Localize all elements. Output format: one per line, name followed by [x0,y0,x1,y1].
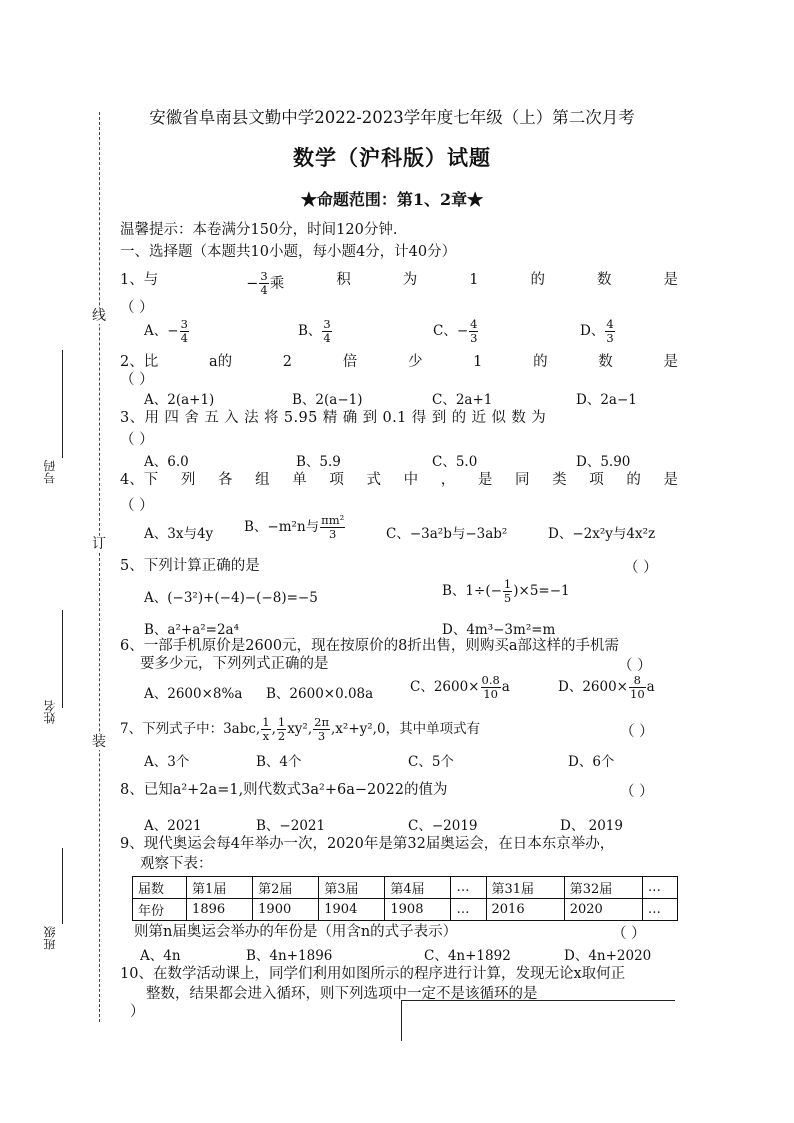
class-blank-line [62,848,63,924]
q4-option-d[interactable]: D、−2x²y与4x²z [548,526,656,542]
name-blank-line [62,610,63,708]
q6-option-d[interactable]: D、2600× $\frac{8}{10}$ a [558,673,655,701]
q7-option-b[interactable]: B、4个 [256,754,302,770]
tip-line: 温馨提示：本卷满分150分，时间120分钟. [120,222,398,238]
q8-stem: 8、已知a²+2a=1,则代数式3a²+6a−2022的值为 [120,782,448,798]
q5-option-a[interactable]: A、(−3²)+(−4)−(−8)=−5 [144,590,318,606]
q9-stem-line3: 则第n届奥运会举办的年份是（用含n的式子表示） [134,924,458,940]
q1-pre: 1、与 [120,272,159,288]
table-cell: 1896 [187,899,253,921]
q10-stem-line2: 整数，结果都会进入循环，则下列选项中一定不是该循环的是 [146,986,538,1002]
q4-stem: 4、下 列 各 组 单 项 式 中 ， 是 同 类 项 的 是 [120,472,678,488]
q4-answer-paren[interactable]: （ ） [120,498,154,514]
q1-stem: 1、与 − $\frac{3}{4}$ 乘 积 为 1 的 数 是 [120,269,678,297]
table-cell: … [642,899,677,921]
binding-dashed-line [99,112,100,1022]
q9-option-a[interactable]: A、4n [140,948,181,964]
q4-option-b[interactable]: B、−m²n与 $\frac{\text{πm²}}{3}$ [244,513,345,541]
q8-option-d[interactable]: D、 2019 [560,818,623,834]
number-blank-line [62,350,63,458]
table-cell: 1904 [319,899,385,921]
q1-answer-paren[interactable]: （ ） [120,300,154,316]
q3-option-b[interactable]: B、5.9 [296,454,341,470]
number-label: 号码 [43,460,57,484]
q6-stem-line1: 6、一部手机原价是2600元，现在按原价的8折出售，则购买a部这样的手机需 [120,638,619,654]
table-cell: 年份 [133,899,187,921]
q2-option-b[interactable]: B、2(a−1) [292,392,363,408]
program-diagram-frame [401,1000,675,1041]
q8-option-a[interactable]: A、2021 [144,818,202,834]
q5-stem: 5、下列计算正确的是 [120,558,260,574]
olympics-table [132,876,678,921]
q8-option-b[interactable]: B、−2021 [256,818,326,834]
bind-char-zhuang: 装 [92,734,106,750]
q3-option-a[interactable]: A、6.0 [144,454,189,470]
q6-option-b[interactable]: B、2600×0.08a [266,686,374,702]
q6-option-c[interactable]: C、2600× $\frac{0.8}{10}$ a [410,673,510,701]
q4-option-a[interactable]: A、3x与4y [144,526,214,542]
table-cell: … [642,877,677,899]
bind-char-ding: 订 [92,536,106,552]
q6-answer-paren[interactable]: （ ） [618,658,652,674]
table-cell: 2020 [564,899,642,921]
q5-option-b[interactable]: B、1÷(− $\frac{1}{5}$ )×5=−1 [442,577,570,605]
q8-option-c[interactable]: C、−2019 [408,818,478,834]
q7-option-c[interactable]: C、5个 [408,754,454,770]
table-cell: 第31届 [486,877,564,899]
q1-option-b[interactable]: B、 $\frac{3}{4}$ [298,317,331,345]
table-cell: … [451,877,486,899]
q8-answer-paren[interactable]: （ ） [620,784,654,800]
table-cell: 届数 [133,877,187,899]
q3-stem: 3、用 四 舍 五 入 法 将 5.95 精 确 到 0.1 得 到 的 近 似 数 为 [120,410,547,426]
q7-option-a[interactable]: A、3个 [144,754,190,770]
q3-option-c[interactable]: C、5.0 [432,454,478,470]
table-cell: 第3届 [319,877,385,899]
section-heading: 一、选择题（本题共10小题，每小题4分，计40分） [120,244,457,260]
q7-option-d[interactable]: D、6个 [568,754,615,770]
q7-answer-paren[interactable]: （ ） [620,724,654,740]
table-cell: 1908 [385,899,451,921]
table-cell: 第2届 [253,877,319,899]
q10-stem-line3: ） [130,1004,145,1020]
table-cell: 2016 [486,899,564,921]
q2-option-a[interactable]: A、2(a+1) [144,392,215,408]
q9-stem-line1: 9、现代奥运会每4年举办一次，2020年是第32届奥运会，在日本东京举办， [120,836,615,852]
q6-option-a[interactable]: A、2600×8%a [144,686,243,702]
scope-line: ★命题范围：第1、2章★ [300,190,484,209]
q1-fraction: − $\frac{3}{4}$ 乘 [246,269,285,297]
q5-answer-paren[interactable]: （ ） [624,560,658,576]
q9-option-c[interactable]: C、4n+1892 [424,948,511,964]
q5-option-c[interactable]: B、a²+a²=2a⁴ [144,622,240,638]
table-row [133,899,678,921]
name-label: 姓名 [43,700,57,724]
q9-answer-paren[interactable]: （ ） [612,926,646,942]
q2-option-c[interactable]: C、2a+1 [432,392,493,408]
q1-option-d[interactable]: D、 $\frac{4}{3}$ [580,317,614,345]
q7-stem: 7、下列式子中：3abc, $\frac{1}{x}$ , $\frac{1}{2}$ xy², $\frac{2\pi}{3}$ ,x²+y²,0，其中单项式有 [120,715,481,743]
q5-option-d[interactable]: D、4m³−3m²=m [442,622,556,638]
q1-option-c[interactable]: C、− $\frac{4}{3}$ [433,317,478,345]
class-label: 班级 [43,926,57,950]
exam-title: 数学（沪科版）试题 [293,145,491,170]
q9-option-b[interactable]: B、4n+1896 [246,948,333,964]
school-line: 安徽省阜南县文勤中学2022-2023学年度七年级（上）第二次月考 [149,108,635,127]
q1-option-a[interactable]: A、− $\frac{3}{4}$ [144,317,188,345]
table-cell: 第32届 [564,877,642,899]
q9-option-d[interactable]: D、4n+2020 [564,948,652,964]
table-cell: 第1届 [187,877,253,899]
q2-option-d[interactable]: D、2a−1 [576,392,637,408]
q2-answer-paren[interactable]: （ ） [120,372,154,388]
table-cell: … [451,899,486,921]
bind-char-xian: 线 [92,308,106,324]
table-row [133,877,678,899]
q10-stem-line1: 10、在数学活动课上，同学们利用如图所示的程序进行计算，发现无论x取何正 [120,966,626,982]
table-cell: 1900 [253,899,319,921]
q6-stem-line2: 要多少元，下列列式正确的是 [140,656,329,672]
q9-stem-line2: 观察下表： [140,856,213,872]
q4-option-c[interactable]: C、−3a²b与−3ab² [386,526,508,542]
q3-option-d[interactable]: D、5.90 [576,454,631,470]
table-cell: 第4届 [385,877,451,899]
q2-stem: 2、比 a的 2 倍 少 1 的 数 是 [120,354,678,370]
q3-answer-paren[interactable]: （ ） [120,432,154,448]
